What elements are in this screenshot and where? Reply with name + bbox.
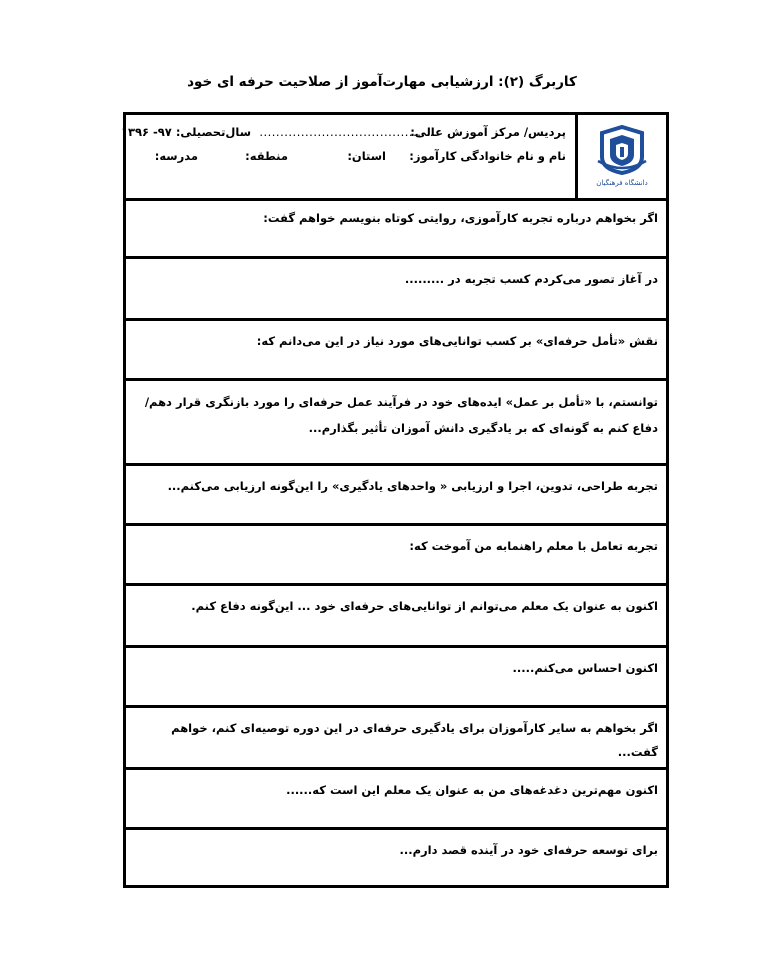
campus-label: پردیس/ مرکز آموزش عالی: bbox=[410, 125, 566, 139]
question-text: اکنون مهم‌ترین دغدغه‌های من به عنوان یک معلم این است که...... bbox=[286, 783, 658, 797]
question-text: اکنون احساس می‌کنم..... bbox=[512, 661, 658, 675]
campus-dots: ........................................... bbox=[259, 125, 438, 139]
question-row bbox=[126, 526, 666, 586]
question-text: نقش «تأمل حرفه‌ای» بر کسب توانایی‌های مورد نیاز در این می‌دانم که: bbox=[256, 334, 658, 348]
logo-cell bbox=[575, 115, 666, 198]
question-text: اکنون به عنوان یک معلم می‌توانم از توانایی‌های حرفه‌ای خود ... این‌گونه دفاع کنم. bbox=[191, 599, 658, 613]
question-text: اگر بخواهم درباره تجربه کارآموزی، روایتی کوتاه بنویسم خواهم گفت: bbox=[263, 211, 658, 225]
question-row bbox=[126, 198, 666, 259]
question-row bbox=[126, 586, 666, 648]
question-row bbox=[126, 466, 666, 526]
assessment-form bbox=[120, 112, 669, 888]
region-label: منطقه: bbox=[245, 149, 288, 163]
question-row bbox=[126, 259, 666, 321]
header-info bbox=[120, 115, 566, 198]
question-row bbox=[126, 648, 666, 708]
question-row bbox=[126, 708, 666, 770]
form-header bbox=[120, 115, 666, 201]
question-row bbox=[126, 770, 666, 830]
province-label: استان: bbox=[347, 149, 386, 163]
school-label: مدرسه: bbox=[154, 149, 198, 163]
academic-year: سال‌تحصیلی: ۹۷- ۱۳۹۶ bbox=[120, 125, 251, 139]
question-text: توانستم، با «تأمل بر عمل» ایده‌های خود در فرآیند عمل حرفه‌ای را مورد بازنگری قرار دهم/ دفاع کنم به گونه‌ای که بر یادگیری دانش آموزان تأثیر بگذارم... bbox=[144, 395, 658, 435]
question-text: تجربه تعامل با معلم راهنمابه من آموخت که: bbox=[409, 539, 658, 553]
university-logo-icon bbox=[588, 123, 656, 189]
student-name-label: نام و نام خانوادگی کارآموز: bbox=[409, 149, 566, 163]
question-row bbox=[126, 321, 666, 381]
question-text: اگر بخواهم به سایر کارآموزان برای یادگیری حرفه‌ای در این دوره توصیه‌ای کنم، خواهم گفت... bbox=[171, 721, 658, 759]
question-text: در آغاز تصور می‌کردم کسب تجربه در ......... bbox=[404, 272, 658, 286]
question-row bbox=[126, 830, 666, 885]
question-row bbox=[126, 381, 666, 466]
question-text: تجربه طراحی، تدوین، اجرا و ارزیابی « واحدهای یادگیری» را این‌گونه ارزیابی می‌کنم... bbox=[167, 479, 658, 493]
logo-caption: دانشگاه فرهنگیان bbox=[596, 179, 648, 187]
page-title: کاربرگ (۲): ارزشیابی مهارت‌آموز از صلاحیت حرفه ای خود bbox=[187, 74, 577, 90]
question-text: برای توسعه حرفه‌ای خود در آینده قصد دارم... bbox=[399, 843, 658, 857]
